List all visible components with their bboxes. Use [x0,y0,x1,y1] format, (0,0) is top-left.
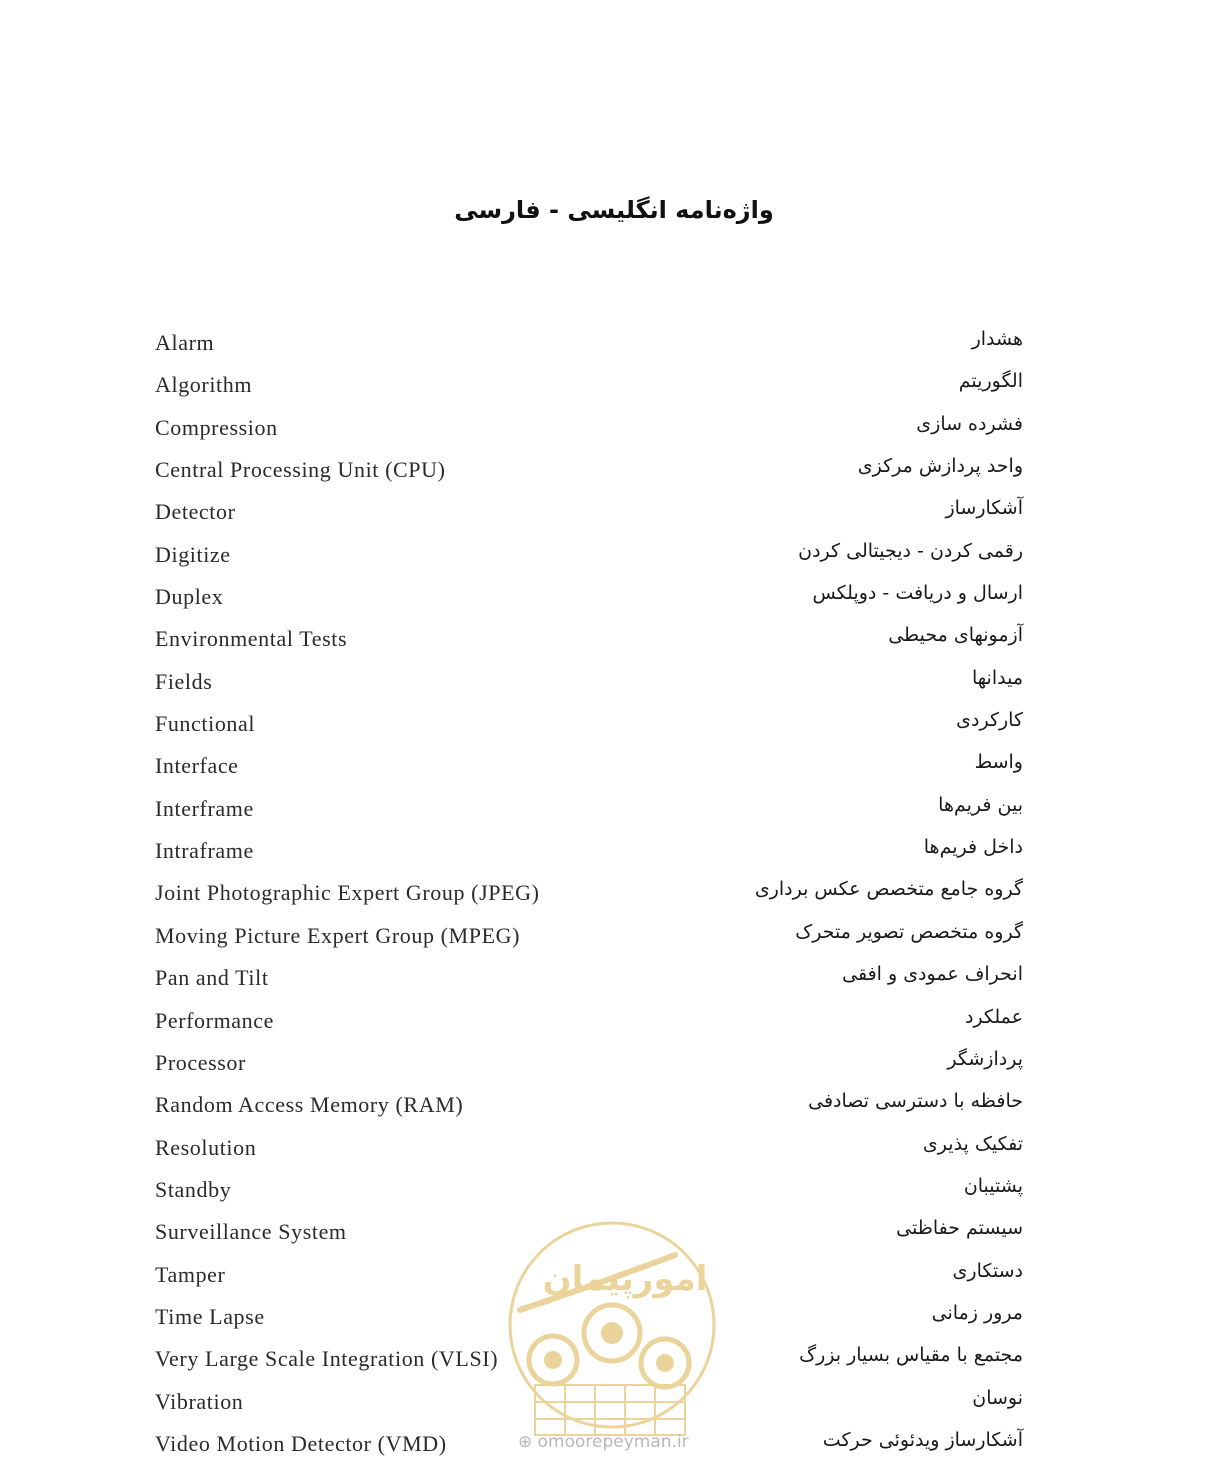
glossary-row [0,1296,1228,1338]
glossary-row [0,491,1228,533]
glossary-row [0,745,1228,787]
glossary-row [0,1042,1228,1084]
english-term: Duplex [155,584,224,610]
english-term: Alarm [155,330,215,355]
english-term: Processor [155,1049,246,1075]
persian-term: هشدار [971,328,1023,350]
persian-term: بین فریم‌ها [938,793,1023,816]
page-title: واژه‌نامه انگلیسی - فارسی [454,196,774,224]
persian-term: آزمونهای محیطی [888,624,1023,647]
english-term: Environmental Tests [155,626,348,652]
english-term: Compression [155,414,278,440]
english-term: Vibration [155,1388,244,1414]
english-term: Intraframe [155,838,254,864]
glossary-row [0,1254,1228,1296]
persian-term: میدانها [972,666,1023,689]
glossary-row [0,576,1228,618]
english-term: Time Lapse [155,1303,265,1329]
glossary-row [0,661,1228,703]
watermark-url [518,1432,689,1452]
english-term: Surveillance System [155,1219,347,1245]
persian-term: تفکیک پذیری [922,1132,1023,1155]
english-term: Performance [155,1007,274,1033]
persian-term: سیستم حفاظتی [896,1217,1023,1240]
english-term: Very Large Scale Integration (VLSI) [155,1346,499,1372]
watermark-url-text: omoorepeyman.ir [537,1432,689,1452]
english-term: Video Motion Detector (VMD) [155,1430,447,1456]
persian-term: پردازشگر [947,1047,1023,1070]
persian-term: الگوریتم [958,370,1023,393]
english-term: Interface [155,753,239,779]
persian-term: مرور زمانی [931,1301,1023,1324]
glossary-row [0,788,1228,830]
glossary-row [0,915,1228,957]
glossary-row [0,872,1228,914]
persian-term: واحد پردازش مرکزی [857,455,1023,478]
persian-term: آشکارساز ویدئوئی حرکت [822,1428,1023,1451]
glossary-row [0,957,1228,999]
english-term: Central Processing Unit (CPU) [155,457,446,483]
glossary-row [0,1000,1228,1042]
persian-term: عملکرد [964,1005,1023,1028]
glossary-row [0,1381,1228,1423]
persian-term: انحراف عمودی و افقی [842,963,1023,986]
persian-term: کارکردی [956,709,1023,732]
glossary-row [0,322,1228,364]
persian-term: نوسان [972,1386,1023,1409]
english-term: Fields [155,668,213,694]
english-term: Interframe [155,795,254,821]
persian-term: ارسال و دریافت - دوپلکس [812,582,1023,605]
english-term: Resolution [155,1134,257,1160]
persian-term: حافظه با دسترسی تصادفی [808,1090,1023,1113]
persian-term: پشتیبان [963,1174,1023,1197]
english-term: Moving Picture Expert Group (MPEG) [155,922,521,948]
glossary-row [0,1211,1228,1253]
globe-icon: ⊕ [518,1432,533,1452]
glossary-row [0,364,1228,406]
persian-term: فشرده سازی [916,412,1023,435]
glossary-row [0,1084,1228,1126]
english-term: Standby [155,1176,232,1202]
watermark-logo-text: امورپیمان [542,1259,708,1299]
english-term: Detector [155,499,236,525]
glossary-row [0,1169,1228,1211]
glossary-row [0,830,1228,872]
english-term: Joint Photographic Expert Group (JPEG) [155,880,540,906]
glossary-row [0,449,1228,491]
persian-term: گروه متخصص تصویر متحرک [795,920,1023,943]
english-term: Pan and Tilt [155,965,269,991]
glossary-row [0,1338,1228,1380]
persian-term: دستکاری [952,1259,1023,1282]
english-term: Algorithm [155,372,253,398]
persian-term: داخل فریم‌ها [923,836,1023,859]
english-term: Functional [155,711,256,737]
glossary-row [0,407,1228,449]
persian-term: آشکارساز [945,497,1023,520]
persian-term: رقمی کردن - دیجیتالی کردن [798,539,1023,562]
persian-term: واسط [974,751,1023,774]
persian-term: مجتمع با مقیاس بسیار بزرگ [799,1344,1023,1367]
glossary-row [0,703,1228,745]
glossary-row [0,534,1228,576]
glossary-list [0,322,1228,1465]
english-term: Tamper [155,1261,226,1287]
glossary-row [0,1127,1228,1169]
english-term: Digitize [155,541,231,567]
glossary-row [0,618,1228,660]
persian-term: گروه جامع متخصص عکس برداری [754,878,1023,901]
english-term: Random Access Memory (RAM) [155,1092,464,1118]
